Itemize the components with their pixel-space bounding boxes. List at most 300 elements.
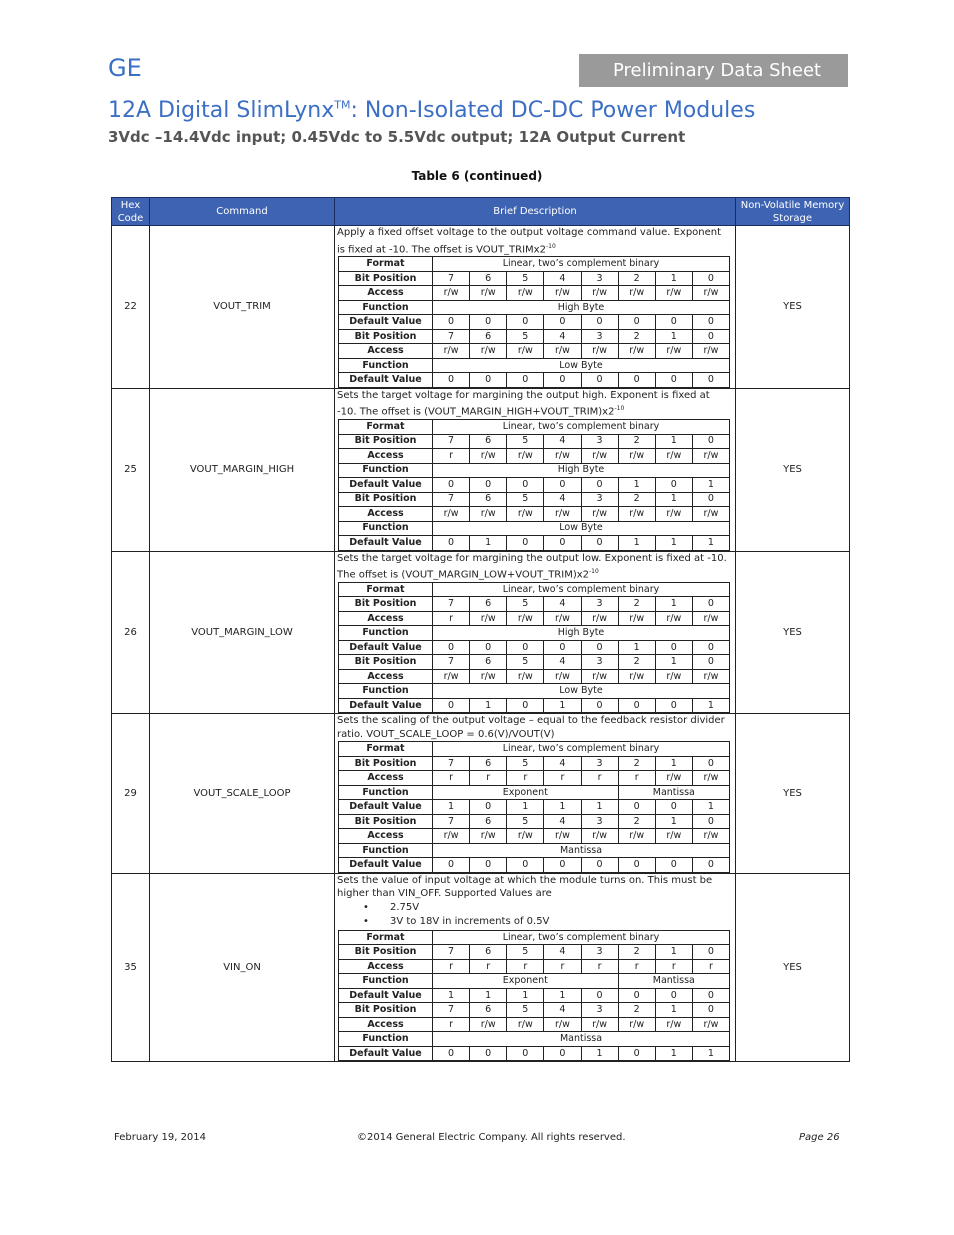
hex-code: 22 <box>112 226 150 389</box>
default-cell: 0 <box>433 698 470 713</box>
table-row <box>112 873 850 1062</box>
brief-description <box>335 551 736 714</box>
brief-description <box>335 226 736 389</box>
access-cell: r/w <box>433 286 470 301</box>
bit-cell: 1 <box>655 434 692 449</box>
row-label: Default Value <box>339 858 433 873</box>
access-row <box>339 959 730 974</box>
function-cell: Mantissa <box>618 974 729 989</box>
default-cell: 0 <box>618 858 655 873</box>
function-row <box>339 358 730 373</box>
default-cell: 1 <box>544 800 581 815</box>
bit-cell: 1 <box>655 655 692 670</box>
format-value: Linear, two’s complement binary <box>433 930 730 945</box>
table-row <box>112 714 850 874</box>
access-row <box>339 669 730 684</box>
function-cell: Exponent <box>433 785 619 800</box>
bit-cell: 3 <box>581 814 618 829</box>
col-nonvolatile-header: Non-Volatile Memory Storage <box>736 198 850 226</box>
bit-cell: 5 <box>507 814 544 829</box>
bit-position-row <box>339 329 730 344</box>
bullet-icon: • <box>363 901 369 913</box>
row-label: Access <box>339 669 433 684</box>
default-cell: 0 <box>544 373 581 388</box>
row-label: Function <box>339 626 433 641</box>
bit-cell: 4 <box>544 492 581 507</box>
access-cell: r/w <box>618 1017 655 1032</box>
bit-cell: 7 <box>433 329 470 344</box>
default-cell: 0 <box>581 536 618 551</box>
row-label: Bit Position <box>339 1003 433 1018</box>
row-label: Access <box>339 507 433 522</box>
exponent-sup: -10 <box>614 405 625 413</box>
function-row <box>339 843 730 858</box>
access-cell: r/w <box>581 829 618 844</box>
access-cell: r/w <box>470 344 507 359</box>
access-row <box>339 286 730 301</box>
access-cell: r/w <box>655 829 692 844</box>
access-cell: r/w <box>581 611 618 626</box>
function-cell: High Byte <box>433 463 730 478</box>
default-cell: 1 <box>470 698 507 713</box>
access-cell: r/w <box>655 344 692 359</box>
footer-copyright: ©2014 General Electric Company. All rights reserved. <box>357 1132 626 1143</box>
ge-logo: GE <box>108 54 142 82</box>
row-label: Default Value <box>339 698 433 713</box>
access-cell: r/w <box>655 771 692 786</box>
format-row <box>339 930 730 945</box>
row-label: Access <box>339 449 433 464</box>
row-label: Function <box>339 974 433 989</box>
footer-page-number: Page 26 <box>799 1132 840 1143</box>
default-cell: 0 <box>655 858 692 873</box>
access-cell: r/w <box>544 669 581 684</box>
access-cell: r/w <box>433 829 470 844</box>
access-cell: r <box>433 449 470 464</box>
bit-cell: 5 <box>507 597 544 612</box>
page-subtitle: 3Vdc –14.4Vdc input; 0.45Vdc to 5.5Vdc output; 12A Output Current <box>108 128 686 146</box>
access-cell: r/w <box>544 344 581 359</box>
access-cell: r <box>433 959 470 974</box>
bit-cell: 6 <box>470 945 507 960</box>
access-cell: r/w <box>618 669 655 684</box>
access-cell: r/w <box>692 449 729 464</box>
row-label: Default Value <box>339 640 433 655</box>
bit-cell: 2 <box>618 1003 655 1018</box>
default-cell: 1 <box>507 800 544 815</box>
access-cell: r <box>544 959 581 974</box>
access-cell: r/w <box>655 507 692 522</box>
access-row <box>339 771 730 786</box>
bit-position-row <box>339 655 730 670</box>
access-cell: r/w <box>618 507 655 522</box>
register-table <box>338 419 730 551</box>
row-label: Default Value <box>339 988 433 1003</box>
bit-cell: 6 <box>470 329 507 344</box>
row-label: Access <box>339 344 433 359</box>
access-cell: r <box>544 771 581 786</box>
bit-position-row <box>339 597 730 612</box>
default-cell: 0 <box>433 858 470 873</box>
brief-description <box>335 714 736 874</box>
default-cell: 0 <box>692 640 729 655</box>
function-row <box>339 785 730 800</box>
access-cell: r/w <box>470 507 507 522</box>
default-cell: 0 <box>433 373 470 388</box>
footer-date: February 19, 2014 <box>114 1132 207 1143</box>
access-cell: r/w <box>544 449 581 464</box>
row-label: Bit Position <box>339 655 433 670</box>
brief-description <box>335 388 736 551</box>
page-title: 12A Digital SlimLynx™: Non-Isolated DC-DC Power Modules <box>108 98 756 123</box>
bit-cell: 3 <box>581 655 618 670</box>
default-cell: 1 <box>581 1046 618 1061</box>
default-cell: 1 <box>581 800 618 815</box>
exponent-sup: -10 <box>545 242 556 250</box>
access-cell: r <box>618 959 655 974</box>
bit-cell: 4 <box>544 814 581 829</box>
access-cell: r/w <box>507 286 544 301</box>
default-cell: 0 <box>618 988 655 1003</box>
default-cell: 1 <box>544 988 581 1003</box>
default-cell: 0 <box>470 858 507 873</box>
bit-cell: 3 <box>581 434 618 449</box>
access-cell: r/w <box>470 611 507 626</box>
default-cell: 1 <box>692 698 729 713</box>
table-header-row <box>112 198 850 226</box>
default-value-row <box>339 373 730 388</box>
default-cell: 0 <box>655 698 692 713</box>
access-cell: r/w <box>507 669 544 684</box>
bit-position-row <box>339 492 730 507</box>
row-label: Function <box>339 785 433 800</box>
row-label: Default Value <box>339 478 433 493</box>
access-cell: r <box>433 1017 470 1032</box>
row-label: Format <box>339 930 433 945</box>
function-row <box>339 521 730 536</box>
command-name: VOUT_MARGIN_LOW <box>150 551 335 714</box>
bit-cell: 3 <box>581 329 618 344</box>
bit-cell: 3 <box>581 271 618 286</box>
bit-cell: 2 <box>618 597 655 612</box>
description-text: Sets the target voltage for margining the output high. Exponent is fixed at -10. The offset is $(VOUT\_MARGIN\_HIGH+VOUT\_TRIM)x2^{-10}$ <box>337 389 710 418</box>
bit-cell: 6 <box>470 597 507 612</box>
access-cell: r <box>433 611 470 626</box>
bit-cell: 6 <box>470 655 507 670</box>
default-cell: 0 <box>618 373 655 388</box>
access-row <box>339 344 730 359</box>
access-cell: r <box>581 959 618 974</box>
col-description-header: Brief Description <box>335 198 736 226</box>
default-cell: 0 <box>544 1046 581 1061</box>
bit-position-row <box>339 945 730 960</box>
bit-cell: 2 <box>618 492 655 507</box>
default-cell: 0 <box>544 640 581 655</box>
bit-cell: 3 <box>581 945 618 960</box>
default-cell: 0 <box>655 315 692 330</box>
default-cell: 0 <box>692 858 729 873</box>
default-cell: 0 <box>581 698 618 713</box>
default-cell: 0 <box>655 800 692 815</box>
bit-cell: 2 <box>618 655 655 670</box>
access-cell: r <box>433 771 470 786</box>
row-label: Access <box>339 611 433 626</box>
bit-cell: 0 <box>692 1003 729 1018</box>
bit-cell: 5 <box>507 655 544 670</box>
function-cell: Low Byte <box>433 358 730 373</box>
default-cell: 0 <box>544 536 581 551</box>
function-cell: Mantissa <box>618 785 729 800</box>
nonvolatile-flag: YES <box>736 551 850 714</box>
access-cell: r/w <box>692 507 729 522</box>
bit-cell: 5 <box>507 945 544 960</box>
default-value-row <box>339 800 730 815</box>
default-cell: 0 <box>470 478 507 493</box>
function-cell: Exponent <box>433 974 619 989</box>
default-cell: 0 <box>581 373 618 388</box>
bit-position-row <box>339 756 730 771</box>
row-label: Bit Position <box>339 434 433 449</box>
format-value: Linear, two’s complement binary <box>433 742 730 757</box>
access-cell: r/w <box>470 669 507 684</box>
bit-cell: 1 <box>655 756 692 771</box>
access-cell: r/w <box>433 344 470 359</box>
bit-cell: 6 <box>470 756 507 771</box>
bit-cell: 3 <box>581 1003 618 1018</box>
default-cell: 1 <box>470 536 507 551</box>
format-row <box>339 420 730 435</box>
default-value-row <box>339 698 730 713</box>
default-cell: 0 <box>470 315 507 330</box>
default-cell: 0 <box>618 800 655 815</box>
default-cell: 0 <box>507 1046 544 1061</box>
format-row <box>339 257 730 272</box>
description-text: Apply a fixed offset voltage to the output voltage command value. Exponent is fixed at -10. The offset is $VOUT\_TRIMx2^{-10}$ <box>337 227 722 255</box>
row-label: Default Value <box>339 536 433 551</box>
bit-cell: 7 <box>433 271 470 286</box>
format-row <box>339 582 730 597</box>
access-cell: r/w <box>581 449 618 464</box>
row-label: Format <box>339 257 433 272</box>
access-cell: r/w <box>692 771 729 786</box>
access-cell: r/w <box>507 449 544 464</box>
access-cell: r <box>692 959 729 974</box>
access-cell: r/w <box>655 449 692 464</box>
access-cell: r/w <box>618 449 655 464</box>
row-label: Function <box>339 463 433 478</box>
bit-cell: 2 <box>618 329 655 344</box>
row-label: Format <box>339 582 433 597</box>
access-cell: r/w <box>507 829 544 844</box>
access-cell: r/w <box>692 286 729 301</box>
access-cell: r/w <box>544 1017 581 1032</box>
access-cell: r <box>507 959 544 974</box>
default-cell: 0 <box>470 800 507 815</box>
default-cell: 1 <box>618 640 655 655</box>
default-cell: 0 <box>507 373 544 388</box>
function-row <box>339 684 730 699</box>
default-cell: 0 <box>692 373 729 388</box>
bit-cell: 6 <box>470 1003 507 1018</box>
default-cell: 0 <box>618 315 655 330</box>
default-cell: 0 <box>507 536 544 551</box>
bit-cell: 2 <box>618 814 655 829</box>
access-cell: r/w <box>544 507 581 522</box>
bit-cell: 5 <box>507 492 544 507</box>
bit-cell: 0 <box>692 756 729 771</box>
access-row <box>339 611 730 626</box>
bit-cell: 7 <box>433 492 470 507</box>
bit-cell: 7 <box>433 655 470 670</box>
row-label: Function <box>339 521 433 536</box>
default-cell: 1 <box>692 536 729 551</box>
default-cell: 0 <box>507 698 544 713</box>
default-cell: 0 <box>470 373 507 388</box>
bit-cell: 5 <box>507 756 544 771</box>
register-table <box>338 582 730 714</box>
access-cell: r/w <box>507 507 544 522</box>
access-cell: r/w <box>507 344 544 359</box>
access-cell: r <box>618 771 655 786</box>
row-label: Default Value <box>339 373 433 388</box>
default-cell: 1 <box>692 478 729 493</box>
access-cell: r/w <box>692 669 729 684</box>
description-text: Sets the value of input voltage at which the module turns on. This must be higher than VIN_OFF. Supported Values are <box>337 874 713 900</box>
row-label: Format <box>339 742 433 757</box>
format-value: Linear, two’s complement binary <box>433 420 730 435</box>
access-cell: r <box>655 959 692 974</box>
default-cell: 0 <box>544 315 581 330</box>
bit-cell: 6 <box>470 271 507 286</box>
default-cell: 1 <box>655 536 692 551</box>
default-cell: 0 <box>433 536 470 551</box>
hex-code: 26 <box>112 551 150 714</box>
row-label: Default Value <box>339 315 433 330</box>
access-cell: r/w <box>433 507 470 522</box>
row-label: Function <box>339 358 433 373</box>
default-cell: 1 <box>655 1046 692 1061</box>
bit-position-row <box>339 814 730 829</box>
row-label: Bit Position <box>339 756 433 771</box>
default-cell: 0 <box>581 640 618 655</box>
default-cell: 0 <box>655 640 692 655</box>
description-text: Sets the scaling of the output voltage – equal to the feedback resistor divider ratio. VOUT_SCALE_LOOP = 0.6(V)/VOUT(V) <box>337 715 725 740</box>
command-name: VIN_ON <box>150 873 335 1062</box>
default-cell: 0 <box>433 315 470 330</box>
default-cell: 1 <box>544 698 581 713</box>
list-item: • 2.75V <box>337 901 729 916</box>
default-cell: 1 <box>433 988 470 1003</box>
default-cell: 0 <box>470 640 507 655</box>
access-cell: r/w <box>544 286 581 301</box>
bit-cell: 7 <box>433 756 470 771</box>
access-cell: r <box>470 771 507 786</box>
command-name: VOUT_MARGIN_HIGH <box>150 388 335 551</box>
preliminary-banner: Preliminary Data Sheet <box>579 54 848 87</box>
list-item: • 3V to 18V in increments of 0.5V <box>337 915 729 930</box>
bullet-icon: • <box>363 916 369 928</box>
bit-cell: 4 <box>544 329 581 344</box>
function-row <box>339 300 730 315</box>
default-value-row <box>339 988 730 1003</box>
table-row <box>112 551 850 714</box>
bit-cell: 1 <box>655 597 692 612</box>
row-label: Default Value <box>339 800 433 815</box>
bit-position-row <box>339 271 730 286</box>
row-label: Function <box>339 843 433 858</box>
table-row <box>112 388 850 551</box>
bit-cell: 7 <box>433 945 470 960</box>
row-label: Function <box>339 684 433 699</box>
brief-description <box>335 873 736 1062</box>
bit-cell: 6 <box>470 814 507 829</box>
row-label: Bit Position <box>339 945 433 960</box>
row-label: Access <box>339 959 433 974</box>
access-cell: r/w <box>655 286 692 301</box>
trademark-sup: TM <box>334 98 351 112</box>
access-cell: r/w <box>507 611 544 626</box>
bit-cell: 5 <box>507 329 544 344</box>
bit-cell: 4 <box>544 597 581 612</box>
default-cell: 0 <box>581 478 618 493</box>
row-label: Bit Position <box>339 814 433 829</box>
col-hex-header: Hex Code <box>112 198 150 226</box>
access-cell: r/w <box>470 449 507 464</box>
bit-cell: 7 <box>433 814 470 829</box>
default-cell: 0 <box>433 478 470 493</box>
default-cell: 0 <box>655 373 692 388</box>
bit-cell: 0 <box>692 492 729 507</box>
bit-cell: 3 <box>581 492 618 507</box>
bit-cell: 2 <box>618 756 655 771</box>
default-cell: 1 <box>470 988 507 1003</box>
row-label: Access <box>339 771 433 786</box>
table-row <box>112 226 850 389</box>
function-row <box>339 463 730 478</box>
format-value: Linear, two’s complement binary <box>433 582 730 597</box>
default-cell: 0 <box>507 478 544 493</box>
default-cell: 0 <box>507 858 544 873</box>
default-cell: 1 <box>507 988 544 1003</box>
access-cell: r <box>581 771 618 786</box>
access-cell: r/w <box>581 507 618 522</box>
access-cell: r/w <box>470 286 507 301</box>
default-value-row <box>339 1046 730 1061</box>
bit-position-row <box>339 1003 730 1018</box>
access-cell: r/w <box>581 1017 618 1032</box>
function-row <box>339 1032 730 1047</box>
default-cell: 0 <box>581 988 618 1003</box>
default-cell: 0 <box>433 1046 470 1061</box>
bit-cell: 1 <box>655 814 692 829</box>
access-cell: r/w <box>692 344 729 359</box>
default-value-row <box>339 478 730 493</box>
bit-cell: 4 <box>544 434 581 449</box>
nonvolatile-flag: YES <box>736 226 850 389</box>
access-cell: r <box>507 771 544 786</box>
bit-cell: 0 <box>692 814 729 829</box>
access-cell: r/w <box>544 611 581 626</box>
exponent-sup: -10 <box>589 568 599 576</box>
access-cell: r/w <box>581 669 618 684</box>
default-cell: 1 <box>692 800 729 815</box>
row-label: Function <box>339 300 433 315</box>
function-cell: Mantissa <box>433 1032 730 1047</box>
bit-cell: 0 <box>692 271 729 286</box>
table-caption: Table 6 (continued) <box>411 169 543 183</box>
bit-position-row <box>339 434 730 449</box>
access-cell: r/w <box>655 611 692 626</box>
